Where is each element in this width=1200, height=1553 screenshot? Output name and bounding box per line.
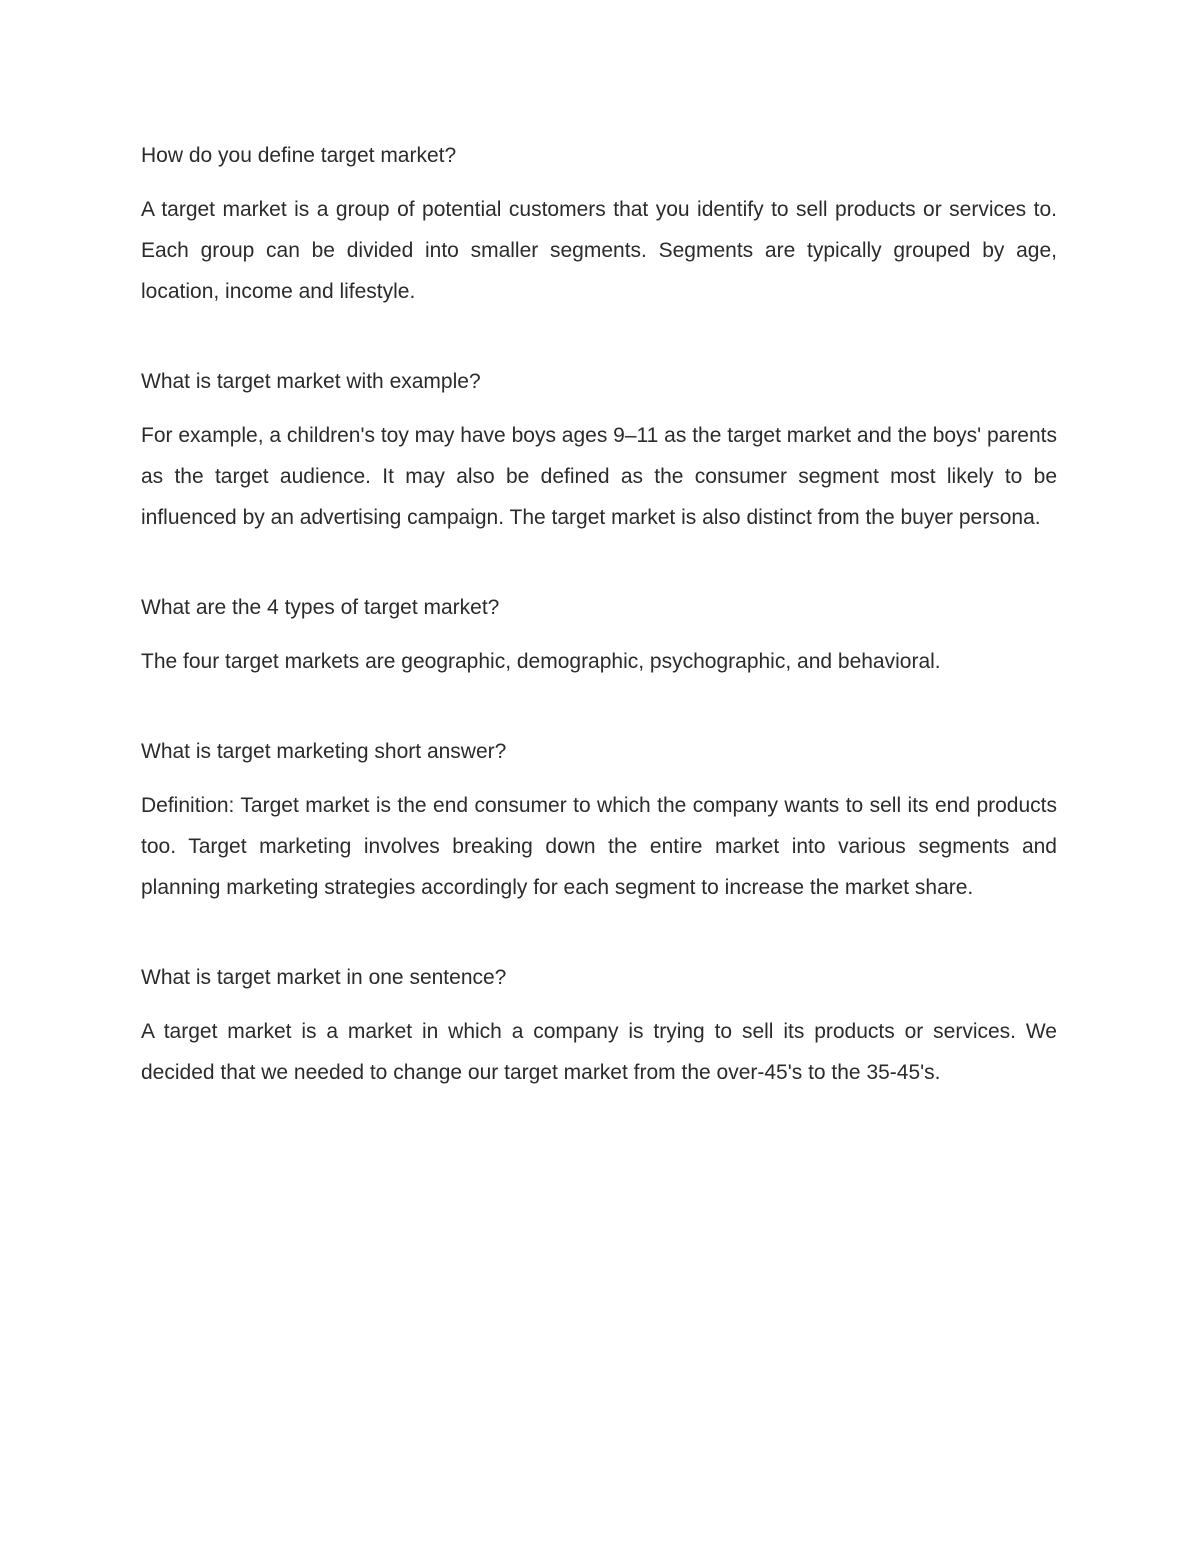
document-body	[141, 140, 1057, 1147]
question-heading: How do you define target market?	[141, 144, 457, 167]
answer-paragraph: For example, a children's toy may have boys ages 9–11 as the target market and the boys' parents as the target audience. It may also be defined as the consumer segment most likely to be influenced by an advertising campaign. The target market is also distinct from the buyer persona.	[141, 424, 1057, 529]
answer-paragraph: The four target markets are geographic, demographic, psychographic, and behavioral.	[141, 650, 941, 673]
question-heading: What are the 4 types of target market?	[141, 596, 500, 619]
question-heading: What is target marketing short answer?	[141, 740, 507, 763]
qa-section	[141, 962, 1057, 1093]
qa-section	[141, 736, 1057, 908]
qa-section	[141, 592, 1057, 682]
qa-section	[141, 366, 1057, 538]
question-heading: What is target market in one sentence?	[141, 966, 507, 989]
answer-paragraph: A target market is a group of potential customers that you identify to sell products or services to. Each group can be divided into smaller segments. Segments are typically grouped by age, location, income and lifestyle.	[141, 198, 1057, 303]
question-heading: What is target market with example?	[141, 370, 481, 393]
qa-section	[141, 140, 1057, 312]
answer-paragraph: Definition: Target market is the end consumer to which the company wants to sell its end products too. Target marketing involves breaking down the entire market into various segments and planning marketing strategies accordingly for each segment to increase the market share.	[141, 794, 1057, 899]
answer-paragraph: A target market is a market in which a company is trying to sell its products or services. We decided that we needed to change our target market from the over-45's to the 35-45's.	[141, 1020, 1057, 1084]
